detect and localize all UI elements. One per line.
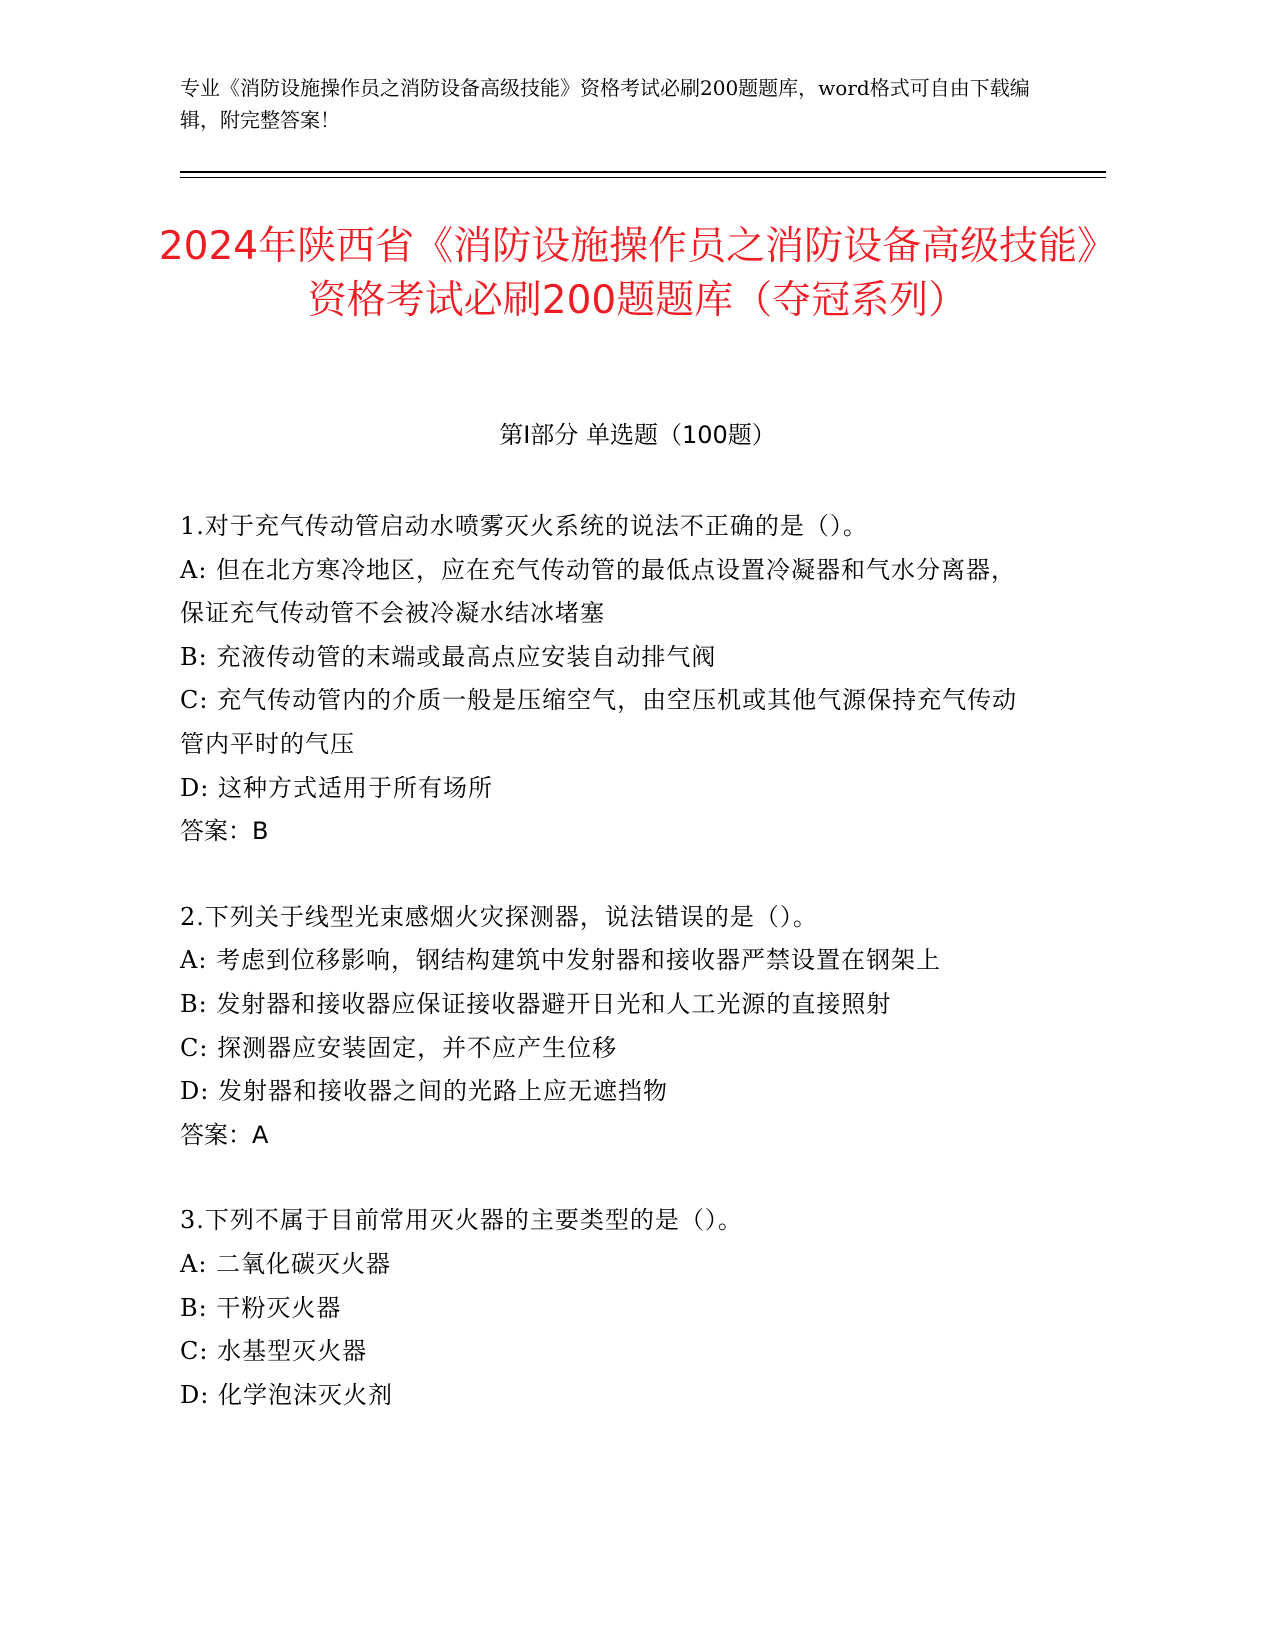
answer-label: 答案：B: [180, 817, 269, 846]
option-d: D: 发射器和接收器之间的光路上应无遮挡物: [180, 1077, 668, 1106]
option-c: C: 充气传动管内的介质一般是压缩空气，由空压机或其他气源保持充气传动管内平时的气压: [180, 686, 1018, 758]
option-b: B: 充液传动管的末端或最高点应安装自动排气阀: [180, 642, 717, 671]
header-divider-thin: [180, 177, 1106, 178]
question-list: [180, 505, 1040, 1459]
option-c: C: 水基型灭火器: [180, 1337, 368, 1366]
header-divider-thick: [180, 171, 1106, 173]
question-stem: 1.对于充气传动管启动水喷雾灭火系统的说法不正确的是（）。: [180, 512, 868, 540]
question-stem: 3.下列不属于目前常用灭火器的主要类型的是（）。: [180, 1206, 743, 1235]
option-d: D: 这种方式适用于所有场所: [180, 773, 493, 802]
question-3: [180, 1199, 1040, 1417]
section-heading: 第I部分 单选题（100题）: [499, 421, 776, 449]
option-a: A: 考虑到位移影响，钢结构建筑中发射器和接收器严禁设置在钢架上: [180, 946, 942, 975]
question-1: [180, 505, 1040, 854]
option-a: A: 但在北方寒冷地区，应在充气传动管的最低点设置冷凝器和气水分离器，保证充气传动管不会被冷凝水结冰堵塞: [180, 555, 1017, 628]
option-d: D: 化学泡沫灭火剂: [180, 1380, 393, 1409]
header-note: 专业《消防设施操作员之消防设备高级技能》资格考试必刷200题题库，word格式可自由下载编辑，附完整答案！: [180, 76, 1030, 132]
option-b: B: 发射器和接收器应保证接收器避开日光和人工光源的直接照射: [180, 989, 892, 1018]
question-2: [180, 896, 1040, 1158]
option-c: C: 探测器应安装固定，并不应产生位移: [180, 1033, 618, 1062]
answer-label: 答案：A: [180, 1120, 269, 1149]
option-b: B: 干粉灭火器: [180, 1293, 342, 1322]
option-a: A: 二氧化碳灭火器: [180, 1249, 392, 1278]
document-title: 2024年陕西省《消防设施操作员之消防设备高级技能》资格考试必刷200题题库（夺冠系列）: [158, 224, 1117, 323]
question-stem: 2.下列关于线型光束感烟火灾探测器，说法错误的是（）。: [180, 902, 818, 931]
